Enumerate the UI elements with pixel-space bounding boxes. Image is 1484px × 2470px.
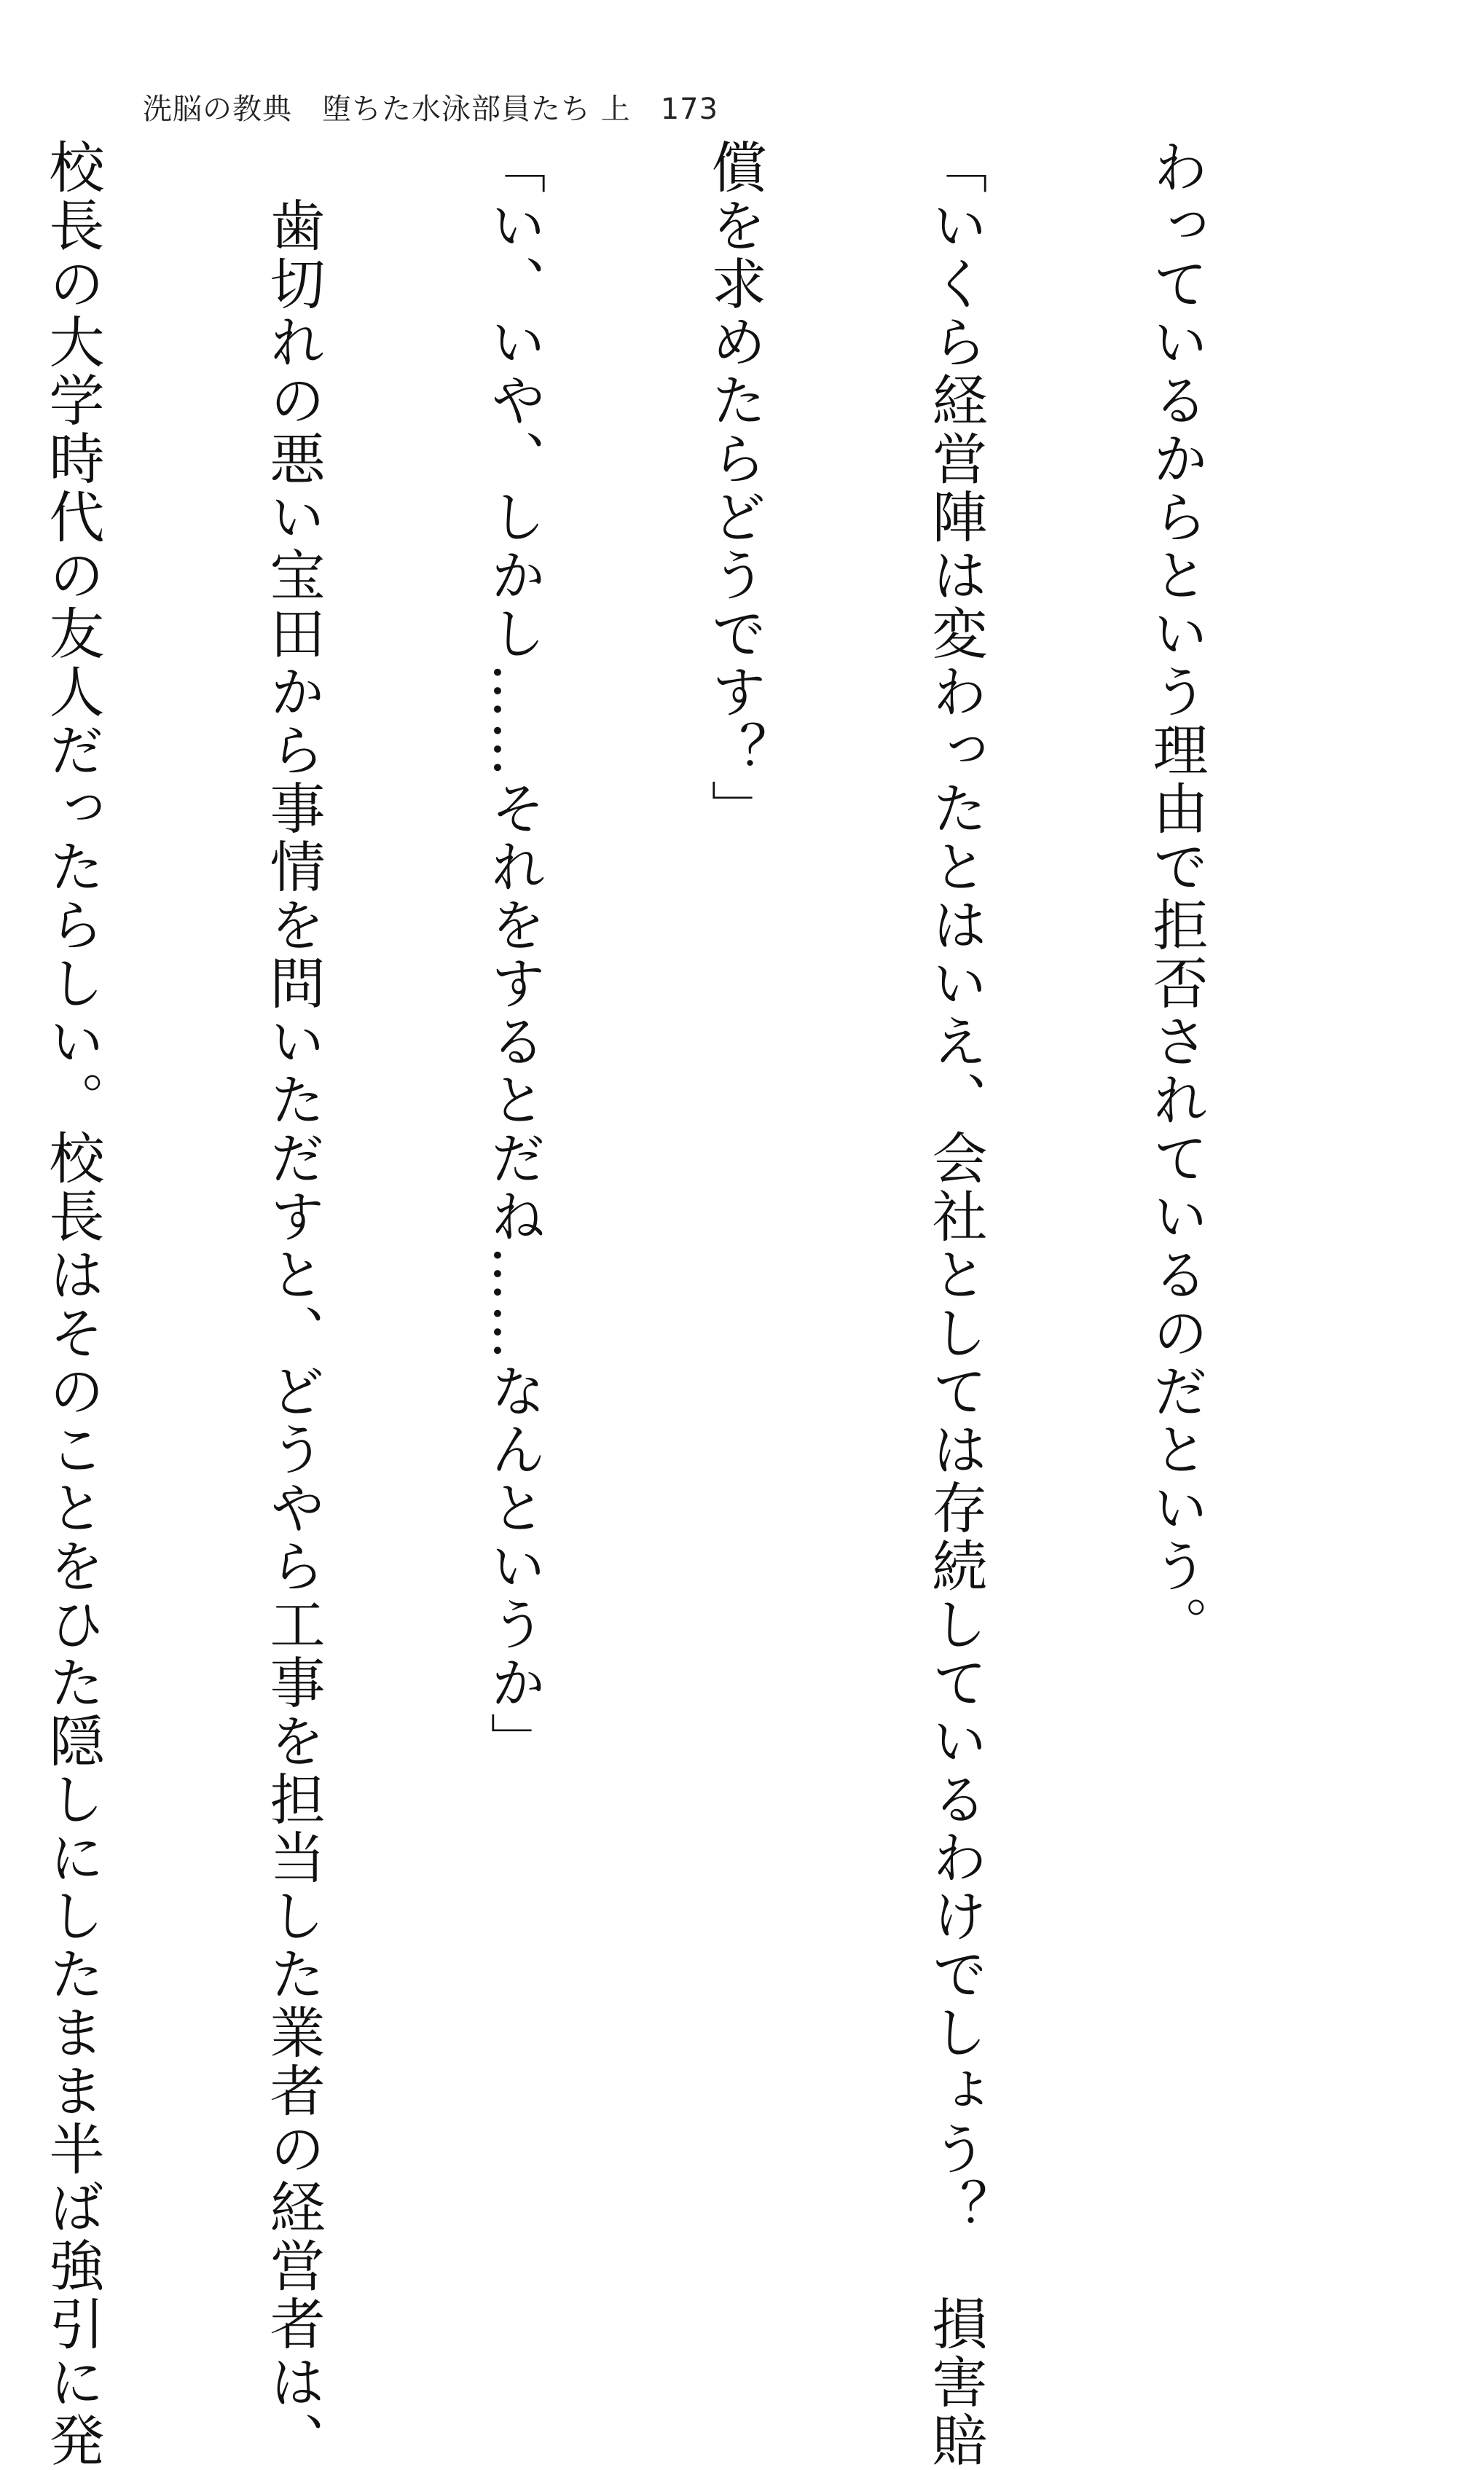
vertical-body-text (0, 138, 1360, 2470)
text-line: 歯切れの悪い宝田から事情を問いただすと、どうやら工事を担当した業者の経営者は、 (261, 138, 326, 2470)
text-line: 「い、いや、しかし……それをするとだね……なんというか」 (482, 138, 546, 1771)
running-header: 洗脳の教典 堕ちた水泳部員たち 上 173 (143, 93, 719, 126)
text-line: わっているからという理由で拒否されているのだという。 (1144, 138, 1209, 1654)
text-line: 償を求めたらどうです？」 (702, 138, 767, 838)
text-line: 「いくら経営陣は変わったとはいえ、会社としては存続しているわけでしょう？ 損害賠 (923, 138, 988, 2470)
text-line: 校長の大学時代の友人だったらしい。校長はそのことをひた隠しにしたまま半ば強引に発 (40, 138, 105, 2470)
